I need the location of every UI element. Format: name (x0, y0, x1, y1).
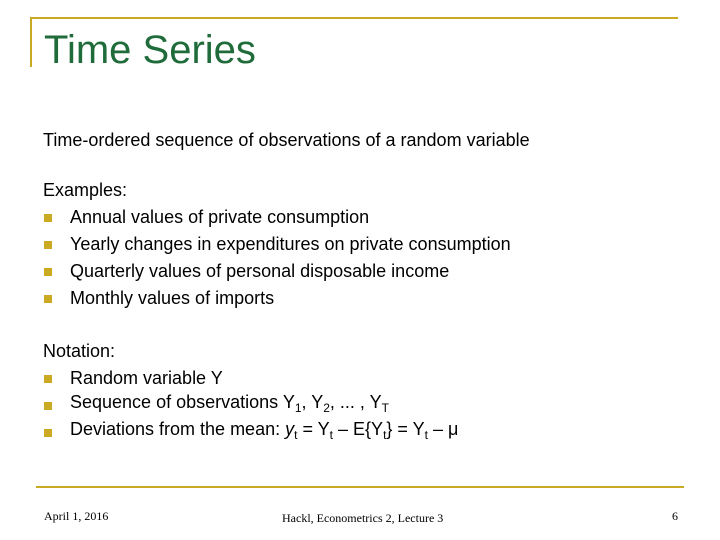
examples-heading: Examples: (43, 180, 128, 200)
list-item (43, 365, 458, 392)
title-frame-top (30, 17, 678, 19)
symbol-y: Y (311, 392, 324, 412)
symbol-y-lower: y (285, 419, 295, 439)
list-item-text: Quarterly values of personal disposable income (70, 261, 450, 281)
symbol-y: Y (317, 419, 330, 439)
symbol-y: Y (371, 419, 384, 439)
bullet-square-icon (44, 375, 52, 383)
list-item (43, 204, 511, 231)
notation-heading: Notation: (43, 341, 116, 361)
list-item (43, 231, 511, 258)
minus-mu: – μ (427, 419, 459, 439)
deviation-formula (70, 416, 458, 449)
list-item-text: Yearly changes in expenditures on private consumption (70, 234, 511, 254)
subscript: t (329, 428, 334, 442)
examples-section (43, 177, 511, 312)
subscript: t (424, 428, 428, 442)
subscript: 1 (294, 401, 302, 415)
subscript: t (294, 428, 298, 442)
subscript: 2 (323, 401, 330, 415)
bullet-square-icon (44, 295, 52, 303)
equals: = (297, 419, 318, 439)
bullet-square-icon (44, 214, 52, 222)
sequence-label: Sequence of observations (70, 392, 283, 412)
slide-title: Time Series (44, 28, 256, 72)
symbol-y: Y (412, 419, 425, 439)
title-frame-left (30, 17, 32, 67)
list-item-text: Annual values of private consumption (70, 207, 370, 227)
footer-date: April 1, 2016 (44, 509, 109, 523)
subscript: T (381, 401, 389, 415)
bullet-square-icon (44, 429, 52, 437)
page-number: 6 (672, 509, 678, 523)
bullet-square-icon (44, 402, 52, 410)
subscript: t (383, 428, 387, 442)
footer-course: Hackl, Econometrics 2, Lecture 3 (282, 511, 444, 525)
list-item (43, 258, 511, 285)
expectation-close: } = (386, 419, 413, 439)
intro-text: Time-ordered sequence of observations of a random variable (43, 130, 530, 150)
deviation-label: Deviations from the mean: (70, 419, 286, 439)
notation-section (43, 338, 458, 446)
list-item-text: Random variable Y (70, 368, 223, 388)
footer-divider (36, 486, 684, 488)
bullet-square-icon (44, 268, 52, 276)
symbol-y: Y (282, 392, 295, 412)
separator: , ... , (329, 392, 370, 412)
list-item (43, 285, 511, 312)
expectation-open: – E{ (333, 419, 372, 439)
list-item-text: Monthly values of imports (70, 288, 275, 308)
separator: , (301, 392, 312, 412)
list-item (43, 419, 458, 446)
symbol-y: Y (369, 392, 382, 412)
list-item (43, 392, 458, 419)
bullet-square-icon (44, 241, 52, 249)
